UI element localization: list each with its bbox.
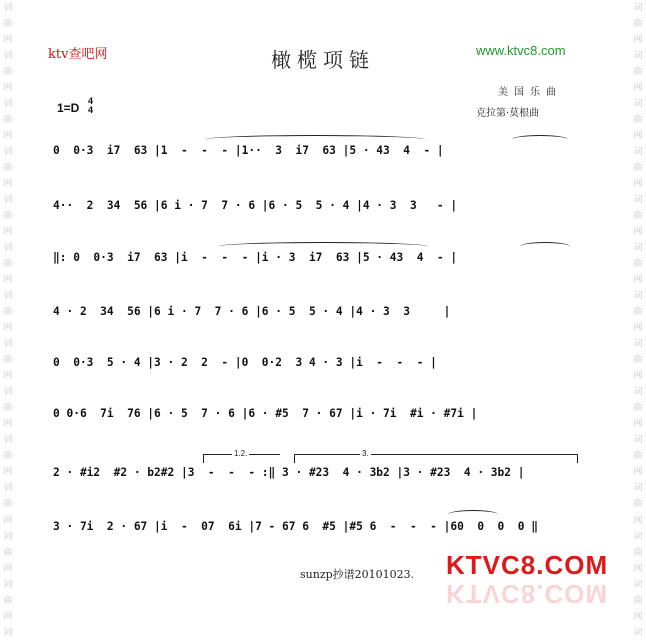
watermark-glyph: 曲: [3, 115, 13, 126]
score-line-2: [53, 196, 588, 216]
watermark-glyph: 网: [3, 83, 13, 94]
watermark-glyph: 曲: [3, 403, 13, 414]
score-notes: 3 · 7i 2 · 67 |i - 07 6i |7 - 67 6 #5 |#5 6 - - - |60 0 0 0 ‖: [53, 520, 538, 533]
watermark-glyph: 词: [633, 435, 643, 446]
watermark-glyph: 曲: [3, 499, 13, 510]
watermark-glyph: 曲: [633, 403, 643, 414]
watermark-glyph: 词: [633, 195, 643, 206]
watermark-glyph: 曲: [633, 595, 643, 606]
watermark-glyph: 词: [633, 51, 643, 62]
origin-credit: 美国乐曲: [498, 87, 562, 98]
watermark-glyph: 词: [3, 435, 13, 446]
watermark-glyph: 曲: [633, 451, 643, 462]
watermark-column-left: [1, 0, 15, 641]
watermark-glyph: 网: [633, 371, 643, 382]
watermark-glyph: 网: [3, 179, 13, 190]
watermark-glyph: 网: [633, 563, 643, 574]
watermark-glyph: 词: [3, 387, 13, 398]
watermark-glyph: 网: [633, 275, 643, 286]
score-notes: 4 · 2 34 56 |6 i · 7 7 · 6 |6 · 5 5 · 4 |4 · 3 3 |: [53, 305, 451, 318]
watermark-glyph: 曲: [633, 547, 643, 558]
watermark-glyph: 曲: [633, 499, 643, 510]
watermark-glyph: 曲: [633, 355, 643, 366]
composer-credit: 克拉第·莫根曲: [476, 108, 540, 119]
score-notes: 4·· 2 34 56 |6 i · 7 7 · 6 |6 · 5 5 · 4 |4 · 3 3 - |: [53, 199, 458, 212]
watermark-glyph: 词: [3, 627, 13, 638]
watermark-glyph: 词: [633, 291, 643, 302]
watermark-glyph: 网: [3, 323, 13, 334]
watermark-glyph: 曲: [3, 19, 13, 30]
watermark-glyph: 词: [633, 579, 643, 590]
score-line-3: [53, 248, 588, 268]
score-notes: 2 · #i2 #2 · b2#2 |3 - - - :‖ 3 · #23 4 · 3b2 |3 · #23 4 · 3b2 |: [53, 466, 525, 479]
volta-label-first: 1.2.: [234, 449, 248, 458]
time-signature-bottom: 4: [88, 105, 94, 115]
score-line-6: [53, 404, 588, 424]
watermark-glyph: 曲: [633, 163, 643, 174]
score-notes: 0 0·6 7i 76 |6 · 5 7 · 6 |6 · #5 7 · 67 |i · 7i #i · #7i |: [53, 407, 478, 420]
watermark-glyph: 网: [633, 515, 643, 526]
watermark-glyph: 网: [633, 83, 643, 94]
watermark-glyph: 曲: [633, 211, 643, 222]
slur-mark: [205, 135, 425, 144]
score-line-5: [53, 353, 588, 373]
score-line-1: [53, 141, 588, 161]
watermark-glyph: 网: [633, 611, 643, 622]
watermark-glyph: 词: [633, 387, 643, 398]
watermark-glyph: 网: [3, 611, 13, 622]
slur-mark: [512, 135, 568, 144]
watermark-glyph: 词: [3, 195, 13, 206]
watermark-glyph: 网: [633, 467, 643, 478]
watermark-glyph: 网: [3, 515, 13, 526]
watermark-glyph: 网: [633, 35, 643, 46]
watermark-glyph: 网: [633, 179, 643, 190]
watermark-glyph: 词: [3, 579, 13, 590]
watermark-glyph: 词: [3, 51, 13, 62]
site-logo-reflection: KTVC8.COM: [446, 579, 609, 609]
score-line-4: [53, 302, 588, 322]
score-line-8: [53, 517, 588, 537]
watermark-glyph: 词: [633, 243, 643, 254]
watermark-glyph: 网: [633, 131, 643, 142]
watermark-glyph: 词: [3, 3, 13, 13]
site-logo[interactable]: KTVC8.COM: [446, 550, 609, 580]
watermark-glyph: 词: [633, 147, 643, 158]
watermark-glyph: 曲: [3, 259, 13, 270]
watermark-glyph: 词: [3, 99, 13, 110]
watermark-glyph: 曲: [3, 547, 13, 558]
slur-mark: [520, 242, 570, 251]
watermark-glyph: 网: [3, 371, 13, 382]
watermark-column-right: [631, 0, 645, 641]
watermark-glyph: 曲: [3, 67, 13, 78]
watermark-glyph: 曲: [633, 67, 643, 78]
slur-mark: [448, 510, 498, 519]
watermark-glyph: 词: [3, 339, 13, 350]
watermark-glyph: 词: [3, 243, 13, 254]
watermark-glyph: 词: [633, 99, 643, 110]
watermark-glyph: 网: [3, 227, 13, 238]
score-notes: 0 0·3 5 · 4 |3 · 2 2 - |0 0·2 3 4 · 3 |i - - - |: [53, 356, 437, 369]
watermark-glyph: 词: [633, 339, 643, 350]
watermark-glyph: 词: [3, 291, 13, 302]
watermark-glyph: 曲: [633, 19, 643, 30]
watermark-glyph: 网: [3, 35, 13, 46]
watermark-glyph: 网: [3, 275, 13, 286]
watermark-glyph: 网: [3, 131, 13, 142]
transcriber-credit: sunzp抄谱20101023.: [300, 568, 415, 581]
watermark-glyph: 曲: [3, 355, 13, 366]
watermark-glyph: 曲: [633, 115, 643, 126]
key-signature: 1=D: [57, 101, 80, 115]
watermark-glyph: 曲: [633, 307, 643, 318]
time-signature-top: 4: [88, 96, 94, 106]
song-title: 橄榄项链: [271, 48, 375, 72]
watermark-glyph: 网: [3, 419, 13, 430]
watermark-glyph: 曲: [3, 163, 13, 174]
watermark-glyph: 词: [3, 483, 13, 494]
volta-label-second: 3.: [362, 449, 369, 458]
score-line-7: [53, 463, 588, 483]
score-notes: 0 0·3 i7 63 |1 - - - |1·· 3 i7 63 |5 · 43 4 - |: [53, 144, 444, 157]
time-signature: [88, 97, 93, 115]
watermark-glyph: 词: [633, 627, 643, 638]
watermark-glyph: 网: [633, 227, 643, 238]
watermark-glyph: 网: [633, 323, 643, 334]
volta-bracket-second: [294, 454, 578, 463]
score-notes: ‖: 0 0·3 i7 63 |i - - - |i · 3 i7 63 |5 · 43 4 - |: [53, 251, 458, 264]
slur-mark: [218, 242, 428, 251]
site-name-left[interactable]: ktv查吧网: [48, 47, 108, 62]
watermark-glyph: 词: [3, 147, 13, 158]
watermark-glyph: 曲: [3, 307, 13, 318]
watermark-glyph: 曲: [3, 451, 13, 462]
watermark-glyph: 词: [633, 531, 643, 542]
watermark-glyph: 曲: [633, 259, 643, 270]
watermark-glyph: 网: [3, 563, 13, 574]
watermark-glyph: 网: [633, 419, 643, 430]
watermark-glyph: 网: [3, 467, 13, 478]
site-url[interactable]: www.ktvc8.com: [476, 43, 566, 58]
watermark-glyph: 曲: [3, 211, 13, 222]
watermark-glyph: 词: [3, 531, 13, 542]
watermark-glyph: 曲: [3, 595, 13, 606]
watermark-glyph: 词: [633, 483, 643, 494]
watermark-glyph: 词: [633, 3, 643, 13]
